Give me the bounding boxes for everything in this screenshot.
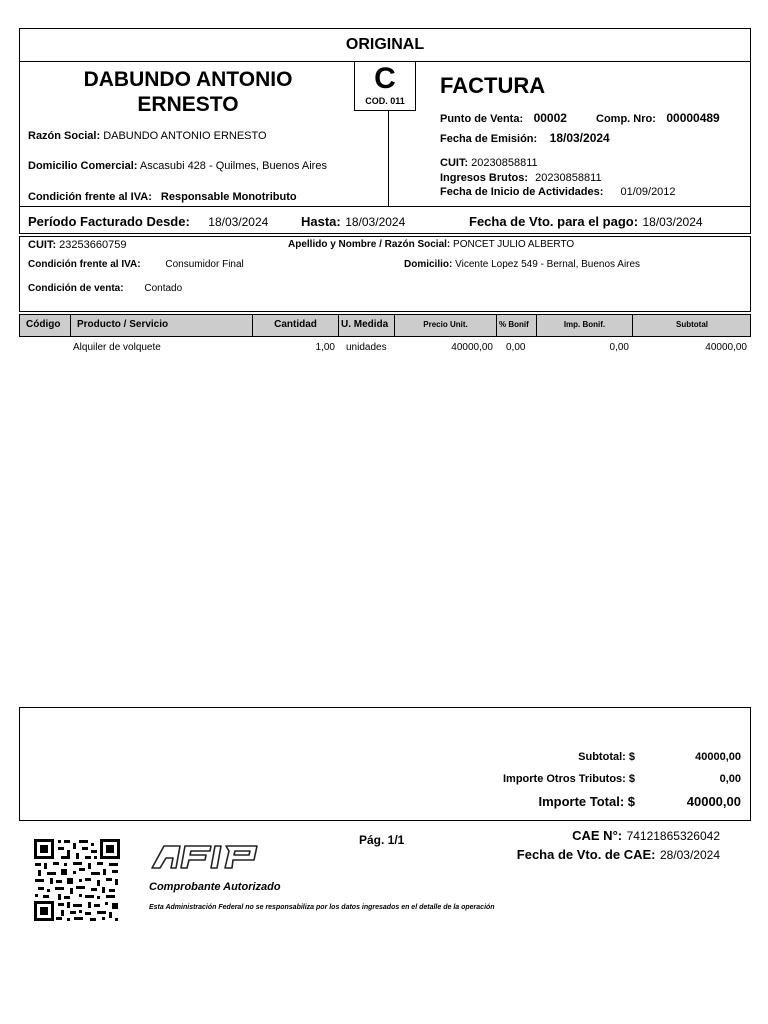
disclaimer-text: Esta Administración Federal no se responsabiliza por los datos ingresados en el detalle de la operación — [149, 904, 495, 911]
client-iva-row — [28, 259, 244, 270]
col-header-subtotal: Subtotal — [676, 320, 708, 329]
ingresos-brutos-label: Ingresos Brutos: — [440, 172, 529, 184]
afip-logo-graphic — [149, 841, 265, 871]
row-bonif-pct: 0,00 — [506, 342, 526, 353]
period-desde-row — [28, 213, 268, 231]
authorized-label: Comprobante Autorizado — [149, 881, 281, 893]
otros-tributos-value: 0,00 — [719, 773, 741, 785]
invoice-type-letter: C — [374, 62, 396, 95]
col-header-bonif-pct: % Bonif — [497, 315, 537, 336]
header-divider — [388, 110, 389, 207]
row-precio: 40000,00 — [451, 342, 493, 353]
issuer-domicilio: Ascasubi 428 - Quilmes, Buenos Aires — [139, 160, 327, 172]
period-vto: 18/03/2024 — [642, 215, 703, 229]
row-imp-bonif: 0,00 — [609, 342, 629, 353]
comp-nro-row — [596, 109, 720, 127]
client-box — [19, 236, 751, 312]
issuer-razon-social-label: Razón Social: — [28, 130, 101, 142]
cae-vto-row — [440, 846, 720, 864]
row-producto: Alquiler de volquete — [73, 342, 161, 353]
fecha-emision-label: Fecha de Emisión: — [440, 133, 538, 145]
comp-nro-label: Comp. Nro: — [596, 113, 656, 125]
copy-label: ORIGINAL — [345, 36, 425, 53]
period-hasta: 18/03/2024 — [345, 215, 406, 229]
issuer-iva: Responsable Monotributo — [160, 191, 297, 203]
invoice-type-code: COD. 011 — [365, 96, 405, 106]
cae-vto: 28/03/2024 — [659, 848, 720, 862]
punto-venta-label: Punto de Venta: — [440, 113, 524, 125]
client-domicilio-row — [404, 259, 640, 270]
period-vto-label: Fecha de Vto. para el pago: — [469, 214, 639, 229]
copy-label-box — [19, 28, 751, 62]
row-medida: unidades — [346, 342, 387, 353]
otros-tributos-label: Importe Otros Tributos: $ — [502, 773, 635, 785]
inicio-actividades: 01/09/2012 — [620, 186, 676, 198]
ingresos-brutos-row — [440, 172, 602, 184]
issuer-cuit-row — [440, 157, 538, 169]
client-cuit: 23253660759 — [59, 239, 127, 251]
comp-nro: 00000489 — [666, 111, 720, 125]
client-nombre: PONCET JULIO ALBERTO — [453, 239, 575, 250]
client-nombre-label: Apellido y Nombre / Razón Social: — [288, 239, 451, 250]
client-iva: Consumidor Final — [165, 259, 244, 270]
client-venta-row — [28, 283, 182, 294]
total-label: Importe Total: $ — [538, 794, 635, 809]
inicio-actividades-row — [440, 186, 676, 198]
subtotal-value: 40000,00 — [695, 751, 741, 763]
issuer-razon-social-row — [28, 130, 267, 142]
qr-code-icon — [33, 838, 121, 922]
period-row — [19, 206, 751, 234]
issuer-iva-label: Condición frente al IVA: — [28, 191, 152, 203]
cae-label: CAE N°: — [572, 828, 623, 843]
cae-row — [440, 827, 720, 845]
subtotal-label: Subtotal: $ — [578, 751, 635, 763]
client-cuit-label: CUIT: — [28, 239, 57, 251]
client-domicilio-label: Domicilio: — [404, 259, 453, 270]
totals-box — [19, 707, 751, 821]
col-header-cantidad: Cantidad — [253, 315, 339, 336]
issuer-cuit-label: CUIT: — [440, 157, 469, 169]
page-number: Pág. 1/1 — [359, 833, 405, 847]
items-table-header — [19, 314, 751, 337]
client-venta: Contado — [144, 283, 183, 294]
cae-number: 74121865326042 — [626, 829, 720, 843]
client-venta-label: Condición de venta: — [28, 283, 124, 294]
period-hasta-row — [301, 213, 405, 231]
col-header-medida: U. Medida — [339, 315, 395, 336]
total-value: 40000,00 — [686, 794, 741, 809]
issuer-domicilio-row — [28, 160, 327, 172]
period-vto-row — [469, 213, 703, 231]
client-iva-label: Condición frente al IVA: — [28, 259, 141, 270]
row-cantidad: 1,00 — [315, 342, 335, 353]
period-desde-label: Período Facturado Desde: — [28, 214, 190, 229]
issuer-razon-social: DABUNDO ANTONIO ERNESTO — [103, 130, 267, 142]
period-hasta-label: Hasta: — [301, 214, 341, 229]
issuer-name-line2: ERNESTO — [137, 93, 239, 116]
punto-venta: 00002 — [533, 111, 567, 125]
col-header-producto: Producto / Servicio — [71, 315, 253, 336]
col-header-precio: Precio Unit. — [395, 315, 497, 336]
col-header-imp-bonif: Imp. Bonif. — [537, 315, 633, 336]
afip-logo — [149, 841, 265, 871]
issuer-iva-row — [28, 191, 297, 203]
issuer-cuit: 20230858811 — [471, 157, 538, 169]
client-cuit-row — [28, 239, 126, 251]
invoice-title: FACTURA — [440, 73, 546, 98]
ingresos-brutos: 20230858811 — [535, 172, 602, 184]
fecha-emision: 18/03/2024 — [549, 131, 610, 145]
issuer-name-line1: DABUNDO ANTONIO — [83, 68, 293, 91]
inicio-actividades-label: Fecha de Inicio de Actividades: — [440, 186, 604, 198]
client-domicilio: Vicente Lopez 549 - Bernal, Buenos Aires — [455, 259, 641, 270]
row-subtotal: 40000,00 — [705, 342, 747, 353]
cae-vto-label: Fecha de Vto. de CAE: — [516, 847, 656, 862]
punto-venta-row — [440, 109, 567, 127]
period-desde: 18/03/2024 — [208, 215, 269, 229]
issuer-domicilio-label: Domicilio Comercial: — [28, 160, 138, 172]
invoice-type-box — [354, 61, 416, 111]
qr-code-graphic — [33, 838, 121, 922]
col-header-codigo: Código — [20, 315, 71, 336]
fecha-emision-row — [440, 129, 610, 147]
client-nombre-row — [288, 239, 574, 250]
table-row — [19, 342, 751, 356]
